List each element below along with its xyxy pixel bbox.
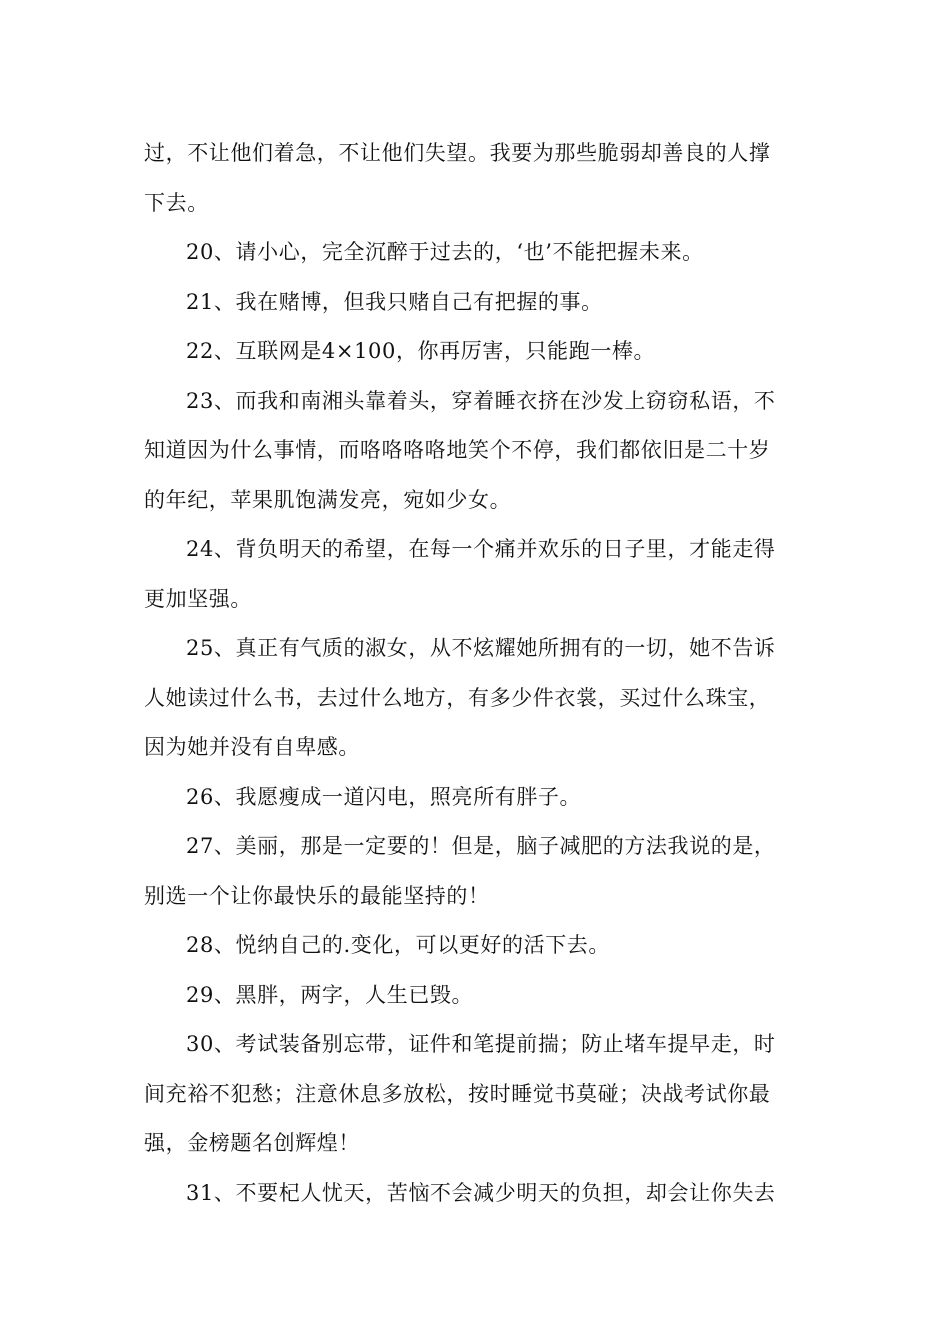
paragraph-21: 21、我在赌博，但我只赌自己有把握的事。 <box>186 289 603 314</box>
paragraph-22: 22、互联网是4×100，你再厉害，只能跑一棒。 <box>186 339 656 363</box>
paragraph-25: 25、真正有气质的淑女，从不炫耀她所拥有的一切，她不告诉 人她读过什么书，去过什么地方，有多少件衣裳，买过什么珠宝， 因为她并没有自卑感。 <box>144 636 776 759</box>
paragraph-31: 31、不要杞人忧天，苦恼不会减少明天的负担，却会让你失去 <box>186 1180 776 1205</box>
document-body <box>144 129 808 1218</box>
paragraph-continuation: 过，不让他们着急，不让他们失望。我要为那些脆弱却善良的人撑 下去。 <box>144 141 771 215</box>
paragraph-20: 20、请小心，完全沉醉于过去的，‘也’不能把握未来。 <box>186 240 704 264</box>
paragraph-30: 30、考试装备别忘带，证件和笔提前揣；防止堵车提早走，时 间充裕不犯愁；注意休息多放松，按时睡觉书莫碰；决战考试你最 强，金榜题名创辉煌！ <box>144 1032 776 1155</box>
paragraph-24: 24、背负明天的希望，在每一个痛并欢乐的日子里，才能走得 更加坚强。 <box>144 537 776 611</box>
paragraph-26: 26、我愿瘦成一道闪电，照亮所有胖子。 <box>186 784 582 809</box>
paragraph-23: 23、而我和南湘头靠着头，穿着睡衣挤在沙发上窃窃私语，不 知道因为什么事情，而咯咯咯咯地笑个不停，我们都依旧是二十岁 的年纪，苹果肌饱满发亮，宛如少女。 <box>144 388 776 512</box>
paragraph-29: 29、黑胖，两字，人生已毁。 <box>186 982 474 1007</box>
paragraph-28: 28、悦纳自己的.变化，可以更好的活下去。 <box>186 933 610 957</box>
paragraph-27: 27、美丽，那是一定要的！但是，脑子减肥的方法我说的是， 别选一个让你最快乐的最能坚持的！ <box>144 834 776 908</box>
